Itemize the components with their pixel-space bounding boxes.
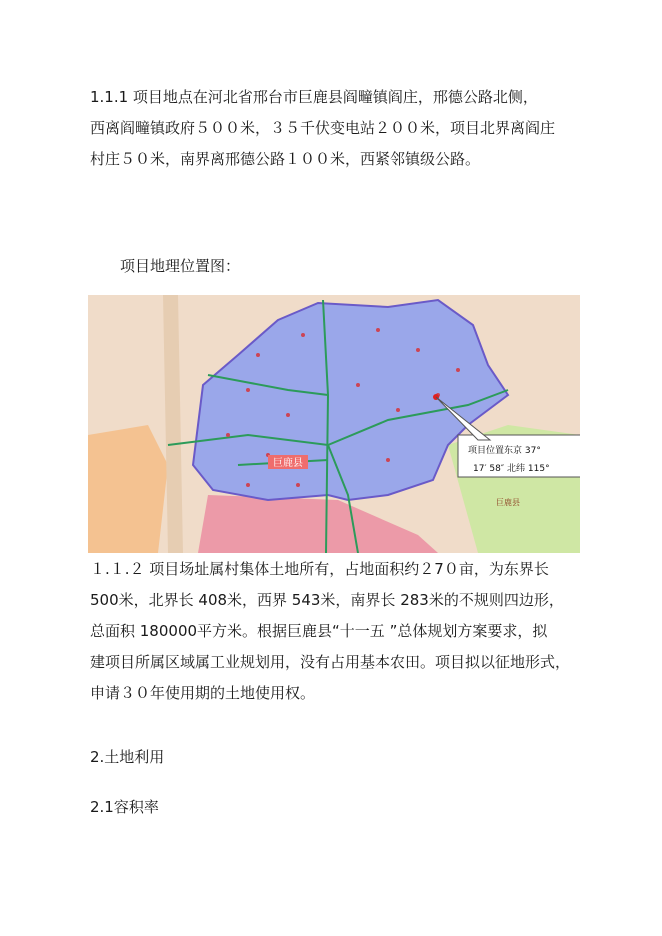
- county-seat-label: 巨鹿县: [273, 458, 303, 469]
- heading-land-use: 2.土地利用: [90, 748, 165, 766]
- map-legend-title: 巨鹿县: [496, 498, 520, 507]
- section-1-1-2: [90, 554, 600, 709]
- map-caption: 项目地理位置图：: [120, 257, 241, 275]
- text-line: 1.1.1 项目地点在河北省邢台市巨鹿县阎疃镇阎庄，邢德公路北侧，: [90, 88, 538, 106]
- map-region-west: [88, 425, 168, 553]
- text-line: 西离阎疃镇政府５００米，３５千伏变电站２００米，项目北界离阎庄: [90, 119, 556, 137]
- text-line: １.１.２ 项目场址属村集体土地所有，占地面积约２7０亩，为东界长: [90, 560, 549, 578]
- section-1-1-1: [90, 82, 600, 175]
- text-line: 总面积 180000平方米。根据巨鹿县“十一五 ”总体规划方案要求，拟: [90, 622, 548, 640]
- text-line: 建项目所属区域属工业规划用，没有占用基本农田。项目拟以征地形式，: [90, 653, 571, 671]
- heading-plot-ratio: 2.1容积率: [90, 798, 159, 816]
- location-map: [88, 295, 580, 553]
- text-line: 村庄５０米，南界离邢德公路１００米，西紧邻镇级公路。: [90, 150, 481, 168]
- text-line: 申请３０年使用期的土地使用权。: [90, 684, 316, 702]
- text-line: 500米，北界长 408米，西界 543米，南界长 283米的不规则四边形，: [90, 591, 564, 609]
- callout-text-2: 17′ 58″ 北纬 115°: [473, 464, 550, 474]
- callout-text-1: 项目位置东京 37°: [468, 446, 541, 456]
